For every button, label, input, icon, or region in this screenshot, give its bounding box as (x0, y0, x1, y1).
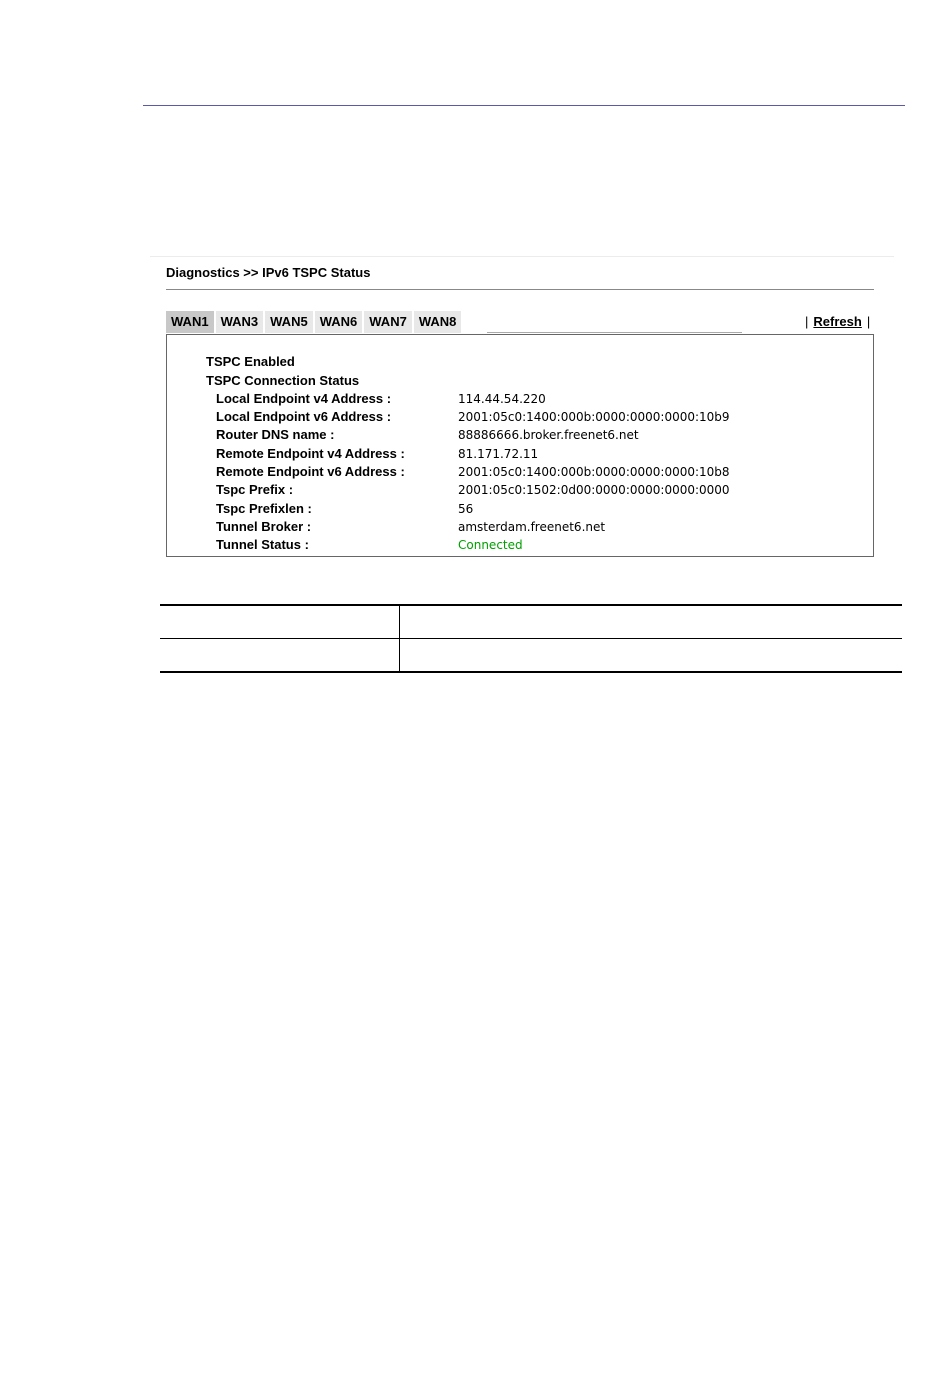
remote-v4-label: Remote Endpoint v4 Address : (216, 446, 405, 461)
tspc-prefix-label: Tspc Prefix : (216, 482, 294, 497)
tab-wan5[interactable]: WAN5 (265, 311, 313, 333)
local-v6-label: Local Endpoint v6 Address : (216, 409, 392, 424)
remote-v6-value: 2001:05c0:1400:000b:0000:0000:0000:10b8 (458, 465, 730, 479)
tab-wan1[interactable]: WAN1 (166, 311, 214, 333)
page-header-rule (143, 105, 905, 106)
refresh-area (800, 314, 875, 329)
tunnel-status-label: Tunnel Status : (216, 537, 309, 552)
router-dns-label: Router DNS name : (216, 427, 335, 442)
title-divider (166, 289, 874, 290)
local-v4-value: 114.44.54.220 (458, 392, 546, 406)
local-v6-value: 2001:05c0:1400:000b:0000:0000:0000:10b9 (458, 410, 730, 424)
table-row (160, 605, 902, 639)
tunnel-broker-label: Tunnel Broker : (216, 519, 312, 534)
tspc-connection-status-label: TSPC Connection Status (206, 373, 360, 388)
router-dns-value: 88886666.broker.freenet6.net (458, 428, 639, 442)
refresh-separator-right: | (866, 314, 871, 329)
local-v4-label: Local Endpoint v4 Address : (216, 391, 392, 406)
tab-bar-divider (487, 332, 742, 333)
table-row (160, 639, 902, 673)
table-cell (400, 605, 903, 639)
description-table (160, 604, 902, 673)
tspc-prefix-value: 2001:05c0:1502:0d00:0000:0000:0000:0000 (458, 483, 730, 497)
remote-v6-label: Remote Endpoint v6 Address : (216, 464, 405, 479)
page-title: Diagnostics >> IPv6 TSPC Status (166, 265, 371, 280)
tab-wan8[interactable]: WAN8 (414, 311, 462, 333)
remote-v4-value: 81.171.72.11 (458, 447, 539, 461)
table-cell (160, 605, 400, 639)
wan-tabs (166, 311, 463, 333)
tspc-prefixlen-label: Tspc Prefixlen : (216, 501, 312, 516)
tspc-prefixlen-value: 56 (458, 502, 474, 516)
table-cell (160, 639, 400, 673)
tab-wan7[interactable]: WAN7 (364, 311, 412, 333)
tunnel-status-value: Connected (458, 538, 523, 552)
table-cell (400, 639, 903, 673)
refresh-separator-left: | (805, 314, 809, 329)
tab-wan3[interactable]: WAN3 (216, 311, 264, 333)
tunnel-broker-value: amsterdam.freenet6.net (458, 520, 606, 534)
tspc-enabled-label: TSPC Enabled (206, 354, 295, 369)
refresh-link[interactable]: Refresh (813, 314, 862, 329)
screenshot-frame-top (150, 256, 894, 257)
tab-wan6[interactable]: WAN6 (315, 311, 363, 333)
